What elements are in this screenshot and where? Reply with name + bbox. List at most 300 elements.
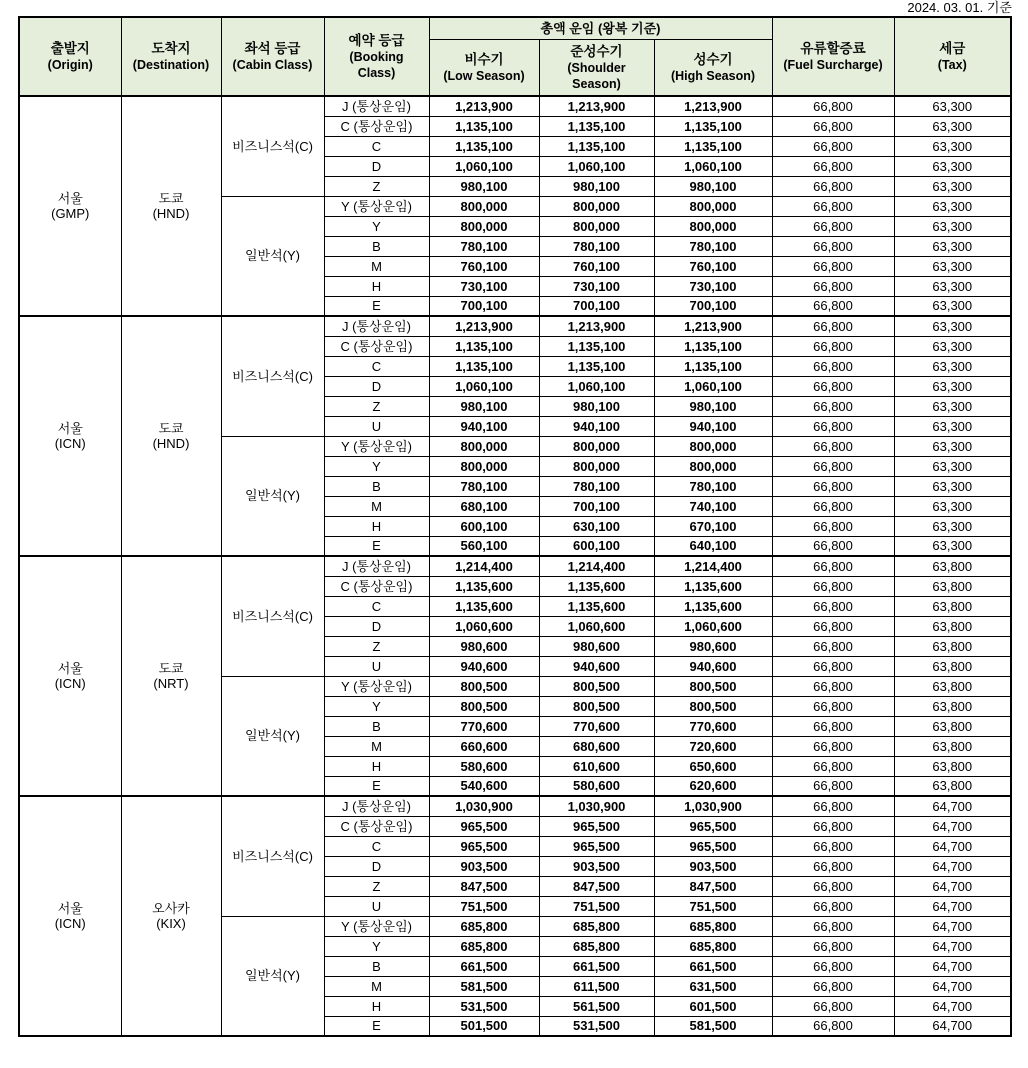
cell-high-season-fare: 800,000 xyxy=(654,436,772,456)
cell-origin xyxy=(19,316,121,556)
cell-high-season-fare: 800,000 xyxy=(654,456,772,476)
col-header-tax xyxy=(894,17,1011,96)
cell-fuel-surcharge: 66,800 xyxy=(772,216,894,236)
cell-shoulder-season-fare: 940,100 xyxy=(539,416,654,436)
cell-booking-class: C xyxy=(324,596,429,616)
cell-high-season-fare: 1,213,900 xyxy=(654,96,772,116)
cell-tax: 63,300 xyxy=(894,296,1011,316)
cell-high-season-fare: 581,500 xyxy=(654,1016,772,1036)
cell-tax: 64,700 xyxy=(894,956,1011,976)
cell-tax: 64,700 xyxy=(894,916,1011,936)
cell-booking-class: Z xyxy=(324,396,429,416)
origin-city: 서울 xyxy=(57,661,83,676)
cell-tax: 63,300 xyxy=(894,536,1011,556)
destination-city: 오사카 xyxy=(152,901,190,916)
cell-booking-class: J (통상운임) xyxy=(324,96,429,116)
cell-fuel-surcharge: 66,800 xyxy=(772,556,894,576)
cell-low-season-fare: 800,000 xyxy=(429,436,539,456)
cell-booking-class: Z xyxy=(324,876,429,896)
cell-high-season-fare: 670,100 xyxy=(654,516,772,536)
cell-low-season-fare: 980,600 xyxy=(429,636,539,656)
cell-shoulder-season-fare: 561,500 xyxy=(539,996,654,1016)
cell-tax: 63,800 xyxy=(894,756,1011,776)
cell-booking-class: D xyxy=(324,616,429,636)
cell-fuel-surcharge: 66,800 xyxy=(772,676,894,696)
cell-fuel-surcharge: 66,800 xyxy=(772,976,894,996)
col-header-fuel-surcharge-ko: 유류할증료 xyxy=(800,41,866,56)
cell-shoulder-season-fare: 1,135,100 xyxy=(539,356,654,376)
cell-fuel-surcharge: 66,800 xyxy=(772,156,894,176)
cell-shoulder-season-fare: 611,500 xyxy=(539,976,654,996)
col-header-cabin-class-ko: 좌석 등급 xyxy=(244,41,301,56)
cell-booking-class: E xyxy=(324,1016,429,1036)
cell-high-season-fare: 620,600 xyxy=(654,776,772,796)
cell-tax: 64,700 xyxy=(894,816,1011,836)
cell-shoulder-season-fare: 1,135,600 xyxy=(539,596,654,616)
cell-high-season-fare: 980,600 xyxy=(654,636,772,656)
cell-high-season-fare: 1,135,100 xyxy=(654,356,772,376)
cell-booking-class: U xyxy=(324,656,429,676)
cell-booking-class: Y (통상운임) xyxy=(324,436,429,456)
cell-tax: 63,300 xyxy=(894,396,1011,416)
cell-fuel-surcharge: 66,800 xyxy=(772,776,894,796)
cell-high-season-fare: 1,060,600 xyxy=(654,616,772,636)
cell-low-season-fare: 560,100 xyxy=(429,536,539,556)
cell-shoulder-season-fare: 1,213,900 xyxy=(539,96,654,116)
cell-booking-class: Y xyxy=(324,696,429,716)
cell-low-season-fare: 760,100 xyxy=(429,256,539,276)
cell-high-season-fare: 740,100 xyxy=(654,496,772,516)
cell-booking-class: E xyxy=(324,536,429,556)
table-row xyxy=(19,796,1011,816)
table-header xyxy=(19,17,1011,96)
cell-fuel-surcharge: 66,800 xyxy=(772,96,894,116)
cell-booking-class: M xyxy=(324,976,429,996)
cell-low-season-fare: 685,800 xyxy=(429,916,539,936)
cell-tax: 64,700 xyxy=(894,896,1011,916)
cell-high-season-fare: 631,500 xyxy=(654,976,772,996)
cell-fuel-surcharge: 66,800 xyxy=(772,496,894,516)
col-header-tax-ko: 세금 xyxy=(939,41,966,56)
cell-booking-class: Y xyxy=(324,456,429,476)
cell-tax: 63,800 xyxy=(894,776,1011,796)
cell-tax: 64,700 xyxy=(894,796,1011,816)
cell-shoulder-season-fare: 1,060,100 xyxy=(539,376,654,396)
cell-destination xyxy=(121,556,221,796)
cell-fuel-surcharge: 66,800 xyxy=(772,536,894,556)
cell-shoulder-season-fare: 980,100 xyxy=(539,396,654,416)
cell-high-season-fare: 1,060,100 xyxy=(654,156,772,176)
cell-shoulder-season-fare: 903,500 xyxy=(539,856,654,876)
cell-fuel-surcharge: 66,800 xyxy=(772,256,894,276)
destination-city: 도쿄 xyxy=(158,191,184,206)
cell-booking-class: B xyxy=(324,476,429,496)
cell-fuel-surcharge: 66,800 xyxy=(772,956,894,976)
col-header-fuel-surcharge xyxy=(772,17,894,96)
cell-shoulder-season-fare: 780,100 xyxy=(539,476,654,496)
cell-fuel-surcharge: 66,800 xyxy=(772,616,894,636)
destination-city: 도쿄 xyxy=(158,661,184,676)
cell-shoulder-season-fare: 1,060,600 xyxy=(539,616,654,636)
cell-shoulder-season-fare: 700,100 xyxy=(539,296,654,316)
cell-fuel-surcharge: 66,800 xyxy=(772,756,894,776)
cell-fuel-surcharge: 66,800 xyxy=(772,896,894,916)
cell-low-season-fare: 1,135,100 xyxy=(429,136,539,156)
cell-tax: 64,700 xyxy=(894,856,1011,876)
cell-shoulder-season-fare: 800,500 xyxy=(539,696,654,716)
col-header-high-season xyxy=(654,40,772,97)
cell-shoulder-season-fare: 800,500 xyxy=(539,676,654,696)
cell-shoulder-season-fare: 661,500 xyxy=(539,956,654,976)
cell-shoulder-season-fare: 780,100 xyxy=(539,236,654,256)
col-header-origin xyxy=(19,17,121,96)
cell-low-season-fare: 770,600 xyxy=(429,716,539,736)
cell-fuel-surcharge: 66,800 xyxy=(772,396,894,416)
cell-shoulder-season-fare: 1,135,100 xyxy=(539,136,654,156)
col-header-cabin-class xyxy=(221,17,324,96)
col-header-booking-class-en: (Booking xyxy=(349,50,404,64)
cell-low-season-fare: 780,100 xyxy=(429,236,539,256)
col-header-cabin-class-en: (Cabin Class) xyxy=(232,58,313,72)
cell-shoulder-season-fare: 1,135,100 xyxy=(539,336,654,356)
cell-shoulder-season-fare: 1,213,900 xyxy=(539,316,654,336)
cell-high-season-fare: 640,100 xyxy=(654,536,772,556)
cell-low-season-fare: 685,800 xyxy=(429,936,539,956)
cell-tax: 63,300 xyxy=(894,256,1011,276)
cell-fuel-surcharge: 66,800 xyxy=(772,816,894,836)
cell-booking-class: H xyxy=(324,996,429,1016)
col-header-destination xyxy=(121,17,221,96)
col-header-high-season-ko: 성수기 xyxy=(693,52,733,67)
col-header-origin-ko: 출발지 xyxy=(50,41,90,56)
cell-low-season-fare: 751,500 xyxy=(429,896,539,916)
origin-city: 서울 xyxy=(57,901,83,916)
col-header-booking-class-ko: 예약 등급 xyxy=(348,33,405,48)
cell-low-season-fare: 730,100 xyxy=(429,276,539,296)
cell-tax: 64,700 xyxy=(894,1016,1011,1036)
origin-city: 서울 xyxy=(57,421,83,436)
cell-high-season-fare: 1,060,100 xyxy=(654,376,772,396)
cell-booking-class: E xyxy=(324,776,429,796)
cell-high-season-fare: 1,030,900 xyxy=(654,796,772,816)
cell-low-season-fare: 1,060,100 xyxy=(429,156,539,176)
col-header-total-fare-group: 총액 운임 (왕복 기준) xyxy=(429,17,772,40)
cell-high-season-fare: 1,135,600 xyxy=(654,596,772,616)
cell-high-season-fare: 780,100 xyxy=(654,476,772,496)
cell-high-season-fare: 760,100 xyxy=(654,256,772,276)
origin-code: (ICN) xyxy=(54,676,86,691)
cell-tax: 63,800 xyxy=(894,556,1011,576)
cell-high-season-fare: 1,135,100 xyxy=(654,136,772,156)
cell-fuel-surcharge: 66,800 xyxy=(772,196,894,216)
cell-high-season-fare: 685,800 xyxy=(654,916,772,936)
cell-fuel-surcharge: 66,800 xyxy=(772,356,894,376)
col-header-booking-class-en2: Class) xyxy=(357,66,396,80)
cell-tax: 64,700 xyxy=(894,876,1011,896)
cell-high-season-fare: 980,100 xyxy=(654,176,772,196)
cell-shoulder-season-fare: 940,600 xyxy=(539,656,654,676)
cell-shoulder-season-fare: 770,600 xyxy=(539,716,654,736)
cell-booking-class: E xyxy=(324,296,429,316)
cell-fuel-surcharge: 66,800 xyxy=(772,1016,894,1036)
cell-booking-class: C (통상운임) xyxy=(324,576,429,596)
cell-tax: 64,700 xyxy=(894,936,1011,956)
cell-tax: 63,300 xyxy=(894,176,1011,196)
cell-tax: 63,800 xyxy=(894,636,1011,656)
cell-booking-class: D xyxy=(324,376,429,396)
cell-high-season-fare: 847,500 xyxy=(654,876,772,896)
cell-high-season-fare: 661,500 xyxy=(654,956,772,976)
cell-high-season-fare: 940,600 xyxy=(654,656,772,676)
cell-tax: 63,800 xyxy=(894,736,1011,756)
cell-high-season-fare: 650,600 xyxy=(654,756,772,776)
cell-fuel-surcharge: 66,800 xyxy=(772,456,894,476)
cell-low-season-fare: 1,135,100 xyxy=(429,356,539,376)
cell-tax: 64,700 xyxy=(894,976,1011,996)
cell-tax: 63,300 xyxy=(894,496,1011,516)
cell-shoulder-season-fare: 1,135,100 xyxy=(539,116,654,136)
destination-code: (HND) xyxy=(152,436,190,451)
cell-booking-class: C (통상운임) xyxy=(324,816,429,836)
table-row xyxy=(19,96,1011,116)
cell-shoulder-season-fare: 1,214,400 xyxy=(539,556,654,576)
cell-low-season-fare: 800,500 xyxy=(429,676,539,696)
cell-low-season-fare: 780,100 xyxy=(429,476,539,496)
origin-code: (ICN) xyxy=(54,916,86,931)
cell-high-season-fare: 980,100 xyxy=(654,396,772,416)
cell-shoulder-season-fare: 680,600 xyxy=(539,736,654,756)
cell-cabin-class: 비즈니스석(C) xyxy=(221,96,324,196)
cell-high-season-fare: 965,500 xyxy=(654,816,772,836)
cell-booking-class: C (통상운임) xyxy=(324,116,429,136)
cell-tax: 63,300 xyxy=(894,216,1011,236)
origin-city: 서울 xyxy=(57,191,83,206)
cell-low-season-fare: 980,100 xyxy=(429,176,539,196)
cell-shoulder-season-fare: 630,100 xyxy=(539,516,654,536)
cell-booking-class: C xyxy=(324,836,429,856)
cell-high-season-fare: 1,214,400 xyxy=(654,556,772,576)
cell-shoulder-season-fare: 751,500 xyxy=(539,896,654,916)
cell-shoulder-season-fare: 847,500 xyxy=(539,876,654,896)
table-row xyxy=(19,316,1011,336)
cell-tax: 63,800 xyxy=(894,696,1011,716)
cell-booking-class: H xyxy=(324,276,429,296)
cell-high-season-fare: 1,135,100 xyxy=(654,336,772,356)
cell-booking-class: H xyxy=(324,756,429,776)
cell-booking-class: M xyxy=(324,736,429,756)
col-header-destination-ko: 도착지 xyxy=(151,41,191,56)
cell-tax: 63,300 xyxy=(894,336,1011,356)
fare-table-container xyxy=(18,16,1010,1037)
cell-high-season-fare: 940,100 xyxy=(654,416,772,436)
cell-high-season-fare: 800,500 xyxy=(654,676,772,696)
cell-shoulder-season-fare: 685,800 xyxy=(539,936,654,956)
col-header-shoulder-season-ko: 준성수기 xyxy=(570,44,623,59)
cell-tax: 63,300 xyxy=(894,416,1011,436)
cell-shoulder-season-fare: 965,500 xyxy=(539,836,654,856)
cell-fuel-surcharge: 66,800 xyxy=(772,836,894,856)
cell-booking-class: B xyxy=(324,956,429,976)
destination-code: (KIX) xyxy=(156,916,186,931)
cell-booking-class: M xyxy=(324,256,429,276)
cell-shoulder-season-fare: 610,600 xyxy=(539,756,654,776)
cell-fuel-surcharge: 66,800 xyxy=(772,236,894,256)
cell-tax: 63,300 xyxy=(894,236,1011,256)
cell-low-season-fare: 903,500 xyxy=(429,856,539,876)
cell-low-season-fare: 940,600 xyxy=(429,656,539,676)
cell-fuel-surcharge: 66,800 xyxy=(772,636,894,656)
cell-fuel-surcharge: 66,800 xyxy=(772,696,894,716)
cell-high-season-fare: 903,500 xyxy=(654,856,772,876)
cell-low-season-fare: 600,100 xyxy=(429,516,539,536)
cell-shoulder-season-fare: 800,000 xyxy=(539,436,654,456)
cell-low-season-fare: 1,213,900 xyxy=(429,316,539,336)
cell-origin xyxy=(19,796,121,1036)
cell-low-season-fare: 1,135,100 xyxy=(429,336,539,356)
cell-fuel-surcharge: 66,800 xyxy=(772,416,894,436)
cell-tax: 63,300 xyxy=(894,116,1011,136)
cell-booking-class: U xyxy=(324,896,429,916)
cell-booking-class: J (통상운임) xyxy=(324,556,429,576)
cell-low-season-fare: 531,500 xyxy=(429,996,539,1016)
cell-booking-class: U xyxy=(324,416,429,436)
cell-tax: 63,300 xyxy=(894,136,1011,156)
cell-fuel-surcharge: 66,800 xyxy=(772,996,894,1016)
header-row-group xyxy=(19,17,1011,40)
cell-low-season-fare: 800,500 xyxy=(429,696,539,716)
cell-destination xyxy=(121,796,221,1036)
cell-shoulder-season-fare: 1,030,900 xyxy=(539,796,654,816)
cell-destination xyxy=(121,96,221,316)
cell-cabin-class: 일반석(Y) xyxy=(221,916,324,1036)
cell-shoulder-season-fare: 800,000 xyxy=(539,456,654,476)
cell-low-season-fare: 1,135,100 xyxy=(429,116,539,136)
cell-tax: 63,800 xyxy=(894,616,1011,636)
cell-booking-class: Y (통상운임) xyxy=(324,196,429,216)
col-header-fuel-surcharge-en: (Fuel Surcharge) xyxy=(783,58,883,72)
cell-low-season-fare: 661,500 xyxy=(429,956,539,976)
cell-low-season-fare: 660,600 xyxy=(429,736,539,756)
cell-fuel-surcharge: 66,800 xyxy=(772,936,894,956)
origin-code: (ICN) xyxy=(54,436,86,451)
cell-booking-class: B xyxy=(324,716,429,736)
cell-booking-class: H xyxy=(324,516,429,536)
origin-code: (GMP) xyxy=(51,206,90,221)
cell-booking-class: D xyxy=(324,156,429,176)
cell-tax: 63,300 xyxy=(894,96,1011,116)
col-header-low-season xyxy=(429,40,539,97)
cell-high-season-fare: 800,000 xyxy=(654,196,772,216)
cell-cabin-class: 비즈니스석(C) xyxy=(221,796,324,916)
cell-fuel-surcharge: 66,800 xyxy=(772,276,894,296)
cell-low-season-fare: 1,213,900 xyxy=(429,96,539,116)
cell-low-season-fare: 540,600 xyxy=(429,776,539,796)
cell-fuel-surcharge: 66,800 xyxy=(772,376,894,396)
cell-tax: 63,300 xyxy=(894,316,1011,336)
cell-shoulder-season-fare: 700,100 xyxy=(539,496,654,516)
col-header-shoulder-season-en2: Season) xyxy=(572,77,621,91)
cell-booking-class: D xyxy=(324,856,429,876)
cell-fuel-surcharge: 66,800 xyxy=(772,576,894,596)
cell-shoulder-season-fare: 980,100 xyxy=(539,176,654,196)
cell-shoulder-season-fare: 1,060,100 xyxy=(539,156,654,176)
cell-low-season-fare: 800,000 xyxy=(429,456,539,476)
cell-origin xyxy=(19,556,121,796)
cell-cabin-class: 비즈니스석(C) xyxy=(221,556,324,676)
cell-fuel-surcharge: 66,800 xyxy=(772,596,894,616)
cell-tax: 63,800 xyxy=(894,596,1011,616)
cell-fuel-surcharge: 66,800 xyxy=(772,736,894,756)
cell-low-season-fare: 940,100 xyxy=(429,416,539,436)
cell-booking-class: Y xyxy=(324,936,429,956)
cell-tax: 63,300 xyxy=(894,436,1011,456)
cell-shoulder-season-fare: 965,500 xyxy=(539,816,654,836)
cell-high-season-fare: 751,500 xyxy=(654,896,772,916)
cell-high-season-fare: 601,500 xyxy=(654,996,772,1016)
cell-tax: 63,800 xyxy=(894,576,1011,596)
col-header-origin-en: (Origin) xyxy=(47,58,93,72)
destination-city: 도쿄 xyxy=(158,421,184,436)
cell-cabin-class: 일반석(Y) xyxy=(221,436,324,556)
cell-high-season-fare: 730,100 xyxy=(654,276,772,296)
col-header-high-season-en: (High Season) xyxy=(670,69,756,83)
destination-code: (HND) xyxy=(152,206,190,221)
cell-fuel-surcharge: 66,800 xyxy=(772,656,894,676)
cell-high-season-fare: 965,500 xyxy=(654,836,772,856)
cell-high-season-fare: 800,500 xyxy=(654,696,772,716)
cell-shoulder-season-fare: 580,600 xyxy=(539,776,654,796)
cell-fuel-surcharge: 66,800 xyxy=(772,716,894,736)
cell-low-season-fare: 965,500 xyxy=(429,836,539,856)
cell-low-season-fare: 1,060,600 xyxy=(429,616,539,636)
cell-low-season-fare: 1,030,900 xyxy=(429,796,539,816)
cell-tax: 63,300 xyxy=(894,476,1011,496)
cell-low-season-fare: 501,500 xyxy=(429,1016,539,1036)
cell-tax: 63,800 xyxy=(894,676,1011,696)
cell-fuel-surcharge: 66,800 xyxy=(772,916,894,936)
cell-tax: 64,700 xyxy=(894,836,1011,856)
cell-booking-class: Y xyxy=(324,216,429,236)
col-header-tax-en: (Tax) xyxy=(937,58,967,72)
cell-booking-class: C xyxy=(324,136,429,156)
cell-low-season-fare: 1,135,600 xyxy=(429,576,539,596)
col-header-booking-class xyxy=(324,17,429,96)
cell-tax: 63,300 xyxy=(894,356,1011,376)
cell-tax: 63,300 xyxy=(894,276,1011,296)
cell-shoulder-season-fare: 800,000 xyxy=(539,196,654,216)
cell-origin xyxy=(19,96,121,316)
cell-booking-class: Z xyxy=(324,176,429,196)
cell-fuel-surcharge: 66,800 xyxy=(772,856,894,876)
cell-booking-class: Y (통상운임) xyxy=(324,676,429,696)
cell-fuel-surcharge: 66,800 xyxy=(772,516,894,536)
cell-high-season-fare: 800,000 xyxy=(654,216,772,236)
cell-booking-class: J (통상운임) xyxy=(324,796,429,816)
col-header-shoulder-season xyxy=(539,40,654,97)
cell-destination xyxy=(121,316,221,556)
cell-booking-class: C xyxy=(324,356,429,376)
cell-high-season-fare: 770,600 xyxy=(654,716,772,736)
cell-low-season-fare: 980,100 xyxy=(429,396,539,416)
cell-booking-class: B xyxy=(324,236,429,256)
col-header-destination-en: (Destination) xyxy=(132,58,210,72)
cell-shoulder-season-fare: 800,000 xyxy=(539,216,654,236)
destination-code: (NRT) xyxy=(153,676,189,691)
cell-cabin-class: 일반석(Y) xyxy=(221,196,324,316)
cell-fuel-surcharge: 66,800 xyxy=(772,876,894,896)
cell-shoulder-season-fare: 685,800 xyxy=(539,916,654,936)
cell-low-season-fare: 1,214,400 xyxy=(429,556,539,576)
